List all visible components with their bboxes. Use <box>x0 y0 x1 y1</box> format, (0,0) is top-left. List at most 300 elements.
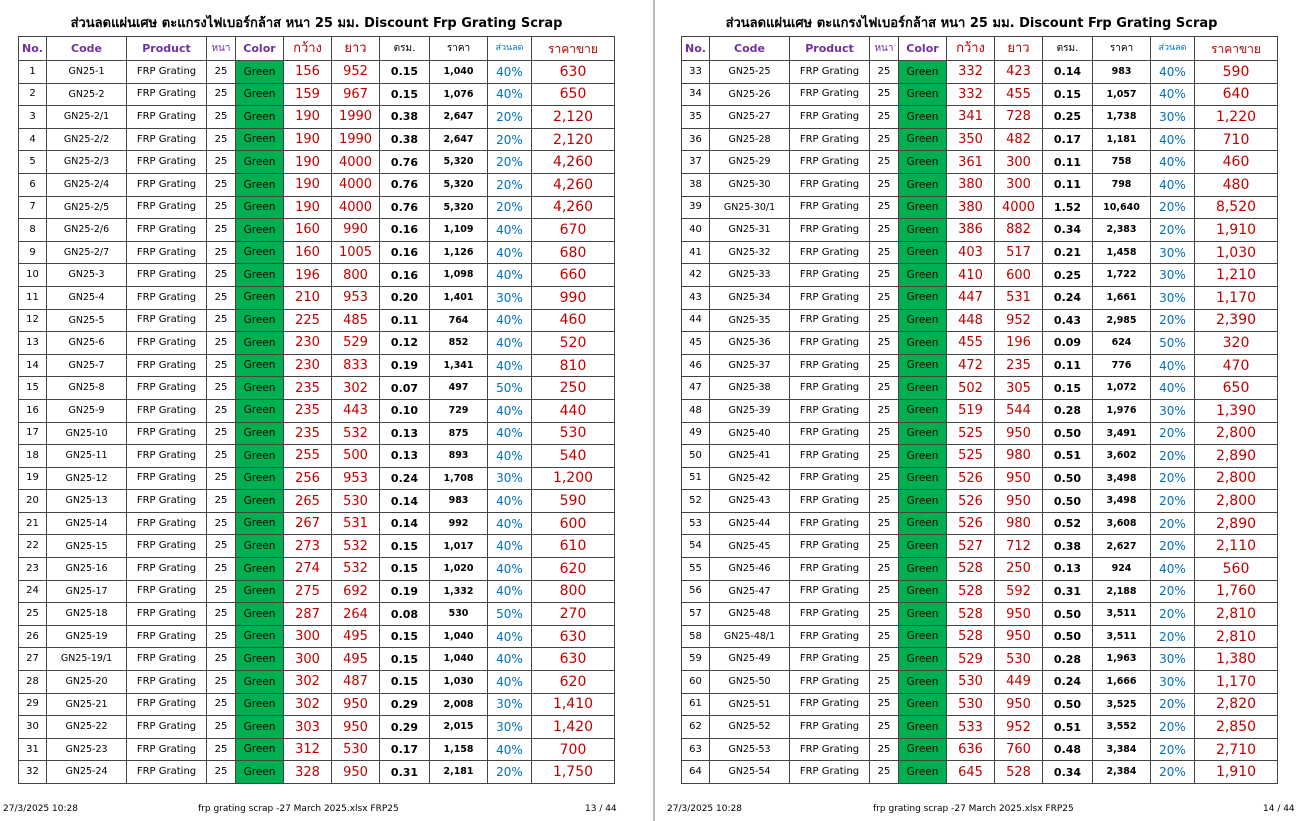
thickness-cell: 25 <box>207 558 236 581</box>
length-cell: 544 <box>995 399 1043 422</box>
area-cell: 0.51 <box>1043 445 1093 468</box>
width-cell: 196 <box>284 264 332 287</box>
product-cell: FRP Grating <box>790 761 870 784</box>
discount-cell: 20% <box>1151 761 1195 784</box>
code-cell: GN25-31 <box>710 219 790 242</box>
width-cell: 300 <box>284 648 332 671</box>
col-header-thickness: หนา <box>207 37 236 61</box>
price-cell: 1,976 <box>1093 399 1151 422</box>
discount-cell: 40% <box>1151 83 1195 106</box>
price-cell: 1,661 <box>1093 286 1151 309</box>
price-cell: 1,341 <box>430 354 488 377</box>
col-header-discount: ส่วนลด <box>1151 37 1195 61</box>
thickness-cell: 25 <box>870 354 899 377</box>
code-cell: GN25-25 <box>710 61 790 84</box>
thickness-cell: 25 <box>870 490 899 513</box>
product-cell: FRP Grating <box>127 83 207 106</box>
thickness-cell: 25 <box>870 83 899 106</box>
length-cell: 530 <box>332 738 380 761</box>
table-row <box>19 196 615 219</box>
product-cell: FRP Grating <box>790 445 870 468</box>
color-cell: Green <box>236 558 284 581</box>
area-cell: 0.28 <box>1043 648 1093 671</box>
width-cell: 525 <box>947 445 995 468</box>
thickness-cell: 25 <box>870 558 899 581</box>
table-row <box>19 490 615 513</box>
price-cell: 3,511 <box>1093 603 1151 626</box>
row-number-cell: 13 <box>19 332 47 355</box>
area-cell: 0.31 <box>380 761 430 784</box>
length-cell: 950 <box>332 761 380 784</box>
width-cell: 230 <box>284 332 332 355</box>
table-row <box>682 377 1278 400</box>
color-cell: Green <box>236 399 284 422</box>
sale-price-cell: 520 <box>532 332 615 355</box>
area-cell: 0.11 <box>1043 173 1093 196</box>
table-row <box>682 625 1278 648</box>
price-cell: 1,072 <box>1093 377 1151 400</box>
discount-cell: 50% <box>1151 332 1195 355</box>
sale-price-cell: 990 <box>532 286 615 309</box>
product-cell: FRP Grating <box>790 671 870 694</box>
thickness-cell: 25 <box>207 716 236 739</box>
width-cell: 303 <box>284 716 332 739</box>
color-cell: Green <box>236 61 284 84</box>
width-cell: 525 <box>947 422 995 445</box>
code-cell: GN25-39 <box>710 399 790 422</box>
code-cell: GN25-2/7 <box>47 241 127 264</box>
table-row <box>19 264 615 287</box>
discount-cell: 40% <box>488 535 532 558</box>
sale-price-cell: 460 <box>1195 151 1278 174</box>
thickness-cell: 25 <box>207 377 236 400</box>
width-cell: 255 <box>284 445 332 468</box>
length-cell: 950 <box>995 625 1043 648</box>
price-cell: 852 <box>430 332 488 355</box>
price-cell: 1,030 <box>430 671 488 694</box>
width-cell: 302 <box>284 671 332 694</box>
width-cell: 287 <box>284 603 332 626</box>
table-row <box>682 332 1278 355</box>
product-cell: FRP Grating <box>790 625 870 648</box>
table-row <box>682 422 1278 445</box>
row-number-cell: 57 <box>682 603 710 626</box>
price-cell: 992 <box>430 512 488 535</box>
table-row <box>19 83 615 106</box>
code-cell: GN25-38 <box>710 377 790 400</box>
table-row <box>19 286 615 309</box>
thickness-cell: 25 <box>207 648 236 671</box>
product-cell: FRP Grating <box>127 128 207 151</box>
sale-price-cell: 4,260 <box>532 173 615 196</box>
color-cell: Green <box>899 761 947 784</box>
discount-cell: 20% <box>1151 196 1195 219</box>
sale-price-cell: 2,820 <box>1195 693 1278 716</box>
table-row <box>19 716 615 739</box>
discount-cell: 40% <box>488 61 532 84</box>
discount-cell: 20% <box>1151 512 1195 535</box>
table-row <box>682 761 1278 784</box>
area-cell: 0.14 <box>380 490 430 513</box>
sale-price-cell: 1,210 <box>1195 264 1278 287</box>
col-header-length: ยาว <box>995 37 1043 61</box>
width-cell: 267 <box>284 512 332 535</box>
sale-price-cell: 1,420 <box>532 716 615 739</box>
thickness-cell: 25 <box>207 332 236 355</box>
product-cell: FRP Grating <box>127 61 207 84</box>
row-number-cell: 29 <box>19 693 47 716</box>
length-cell: 529 <box>332 332 380 355</box>
code-cell: GN25-20 <box>47 671 127 694</box>
price-cell: 1,040 <box>430 625 488 648</box>
price-cell: 1,020 <box>430 558 488 581</box>
table-row <box>682 264 1278 287</box>
color-cell: Green <box>236 286 284 309</box>
sale-price-cell: 2,800 <box>1195 490 1278 513</box>
price-cell: 1,017 <box>430 535 488 558</box>
color-cell: Green <box>236 106 284 129</box>
price-cell: 758 <box>1093 151 1151 174</box>
thickness-cell: 25 <box>207 671 236 694</box>
width-cell: 530 <box>947 671 995 694</box>
thickness-cell: 25 <box>207 128 236 151</box>
row-number-cell: 8 <box>19 219 47 242</box>
color-cell: Green <box>899 625 947 648</box>
product-cell: FRP Grating <box>127 490 207 513</box>
code-cell: GN25-45 <box>710 535 790 558</box>
area-cell: 0.07 <box>380 377 430 400</box>
length-cell: 305 <box>995 377 1043 400</box>
sale-price-cell: 1,220 <box>1195 106 1278 129</box>
row-number-cell: 63 <box>682 738 710 761</box>
length-cell: 950 <box>332 716 380 739</box>
table-row <box>19 106 615 129</box>
discount-cell: 40% <box>1151 558 1195 581</box>
sale-price-cell: 620 <box>532 558 615 581</box>
length-cell: 1990 <box>332 106 380 129</box>
table-row <box>682 61 1278 84</box>
price-cell: 3,384 <box>1093 738 1151 761</box>
length-cell: 950 <box>995 603 1043 626</box>
thickness-cell: 25 <box>207 241 236 264</box>
color-cell: Green <box>899 512 947 535</box>
area-cell: 0.50 <box>1043 603 1093 626</box>
table-row <box>19 173 615 196</box>
code-cell: GN25-12 <box>47 467 127 490</box>
product-cell: FRP Grating <box>790 354 870 377</box>
sale-price-cell: 470 <box>1195 354 1278 377</box>
area-cell: 0.13 <box>380 445 430 468</box>
color-cell: Green <box>899 354 947 377</box>
table-row <box>19 761 615 784</box>
sale-price-cell: 610 <box>532 535 615 558</box>
discount-cell: 20% <box>1151 716 1195 739</box>
row-number-cell: 52 <box>682 490 710 513</box>
product-cell: FRP Grating <box>790 128 870 151</box>
row-number-cell: 32 <box>19 761 47 784</box>
sale-price-cell: 710 <box>1195 128 1278 151</box>
code-cell: GN25-26 <box>710 83 790 106</box>
col-header-price: ราคา <box>430 37 488 61</box>
col-header-product: Product <box>127 37 207 61</box>
length-cell: 300 <box>995 173 1043 196</box>
product-cell: FRP Grating <box>790 151 870 174</box>
row-number-cell: 36 <box>682 128 710 151</box>
code-cell: GN25-6 <box>47 332 127 355</box>
col-header-width: กว้าง <box>284 37 332 61</box>
row-number-cell: 61 <box>682 693 710 716</box>
row-number-cell: 9 <box>19 241 47 264</box>
width-cell: 526 <box>947 467 995 490</box>
sheet-title: ส่วนลดแผ่นเศษ ตะแกรงไฟเบอร์กล้าส หนา 25 มม. Discount Frp Grating Scrap <box>725 16 1218 31</box>
sale-price-cell: 540 <box>532 445 615 468</box>
table-row <box>19 151 615 174</box>
width-cell: 528 <box>947 625 995 648</box>
color-cell: Green <box>236 377 284 400</box>
table-row <box>682 286 1278 309</box>
discount-cell: 20% <box>1151 535 1195 558</box>
footer-page-number: 13 / 44 <box>585 804 617 814</box>
product-cell: FRP Grating <box>127 716 207 739</box>
thickness-cell: 25 <box>207 580 236 603</box>
width-cell: 190 <box>284 128 332 151</box>
thickness-cell: 25 <box>207 467 236 490</box>
length-cell: 487 <box>332 671 380 694</box>
discount-cell: 40% <box>488 445 532 468</box>
area-cell: 0.48 <box>1043 738 1093 761</box>
price-cell: 2,647 <box>430 128 488 151</box>
code-cell: GN25-27 <box>710 106 790 129</box>
length-cell: 532 <box>332 535 380 558</box>
thickness-cell: 25 <box>870 128 899 151</box>
code-cell: GN25-3 <box>47 264 127 287</box>
price-cell: 3,498 <box>1093 467 1151 490</box>
sale-price-cell: 1,200 <box>532 467 615 490</box>
width-cell: 350 <box>947 128 995 151</box>
table-row <box>19 671 615 694</box>
color-cell: Green <box>899 693 947 716</box>
area-cell: 0.17 <box>1043 128 1093 151</box>
code-cell: GN25-43 <box>710 490 790 513</box>
width-cell: 225 <box>284 309 332 332</box>
length-cell: 517 <box>995 241 1043 264</box>
thickness-cell: 25 <box>870 422 899 445</box>
sale-price-cell: 800 <box>532 580 615 603</box>
product-cell: FRP Grating <box>790 264 870 287</box>
col-header-code: Code <box>710 37 790 61</box>
area-cell: 0.15 <box>1043 83 1093 106</box>
row-number-cell: 15 <box>19 377 47 400</box>
product-cell: FRP Grating <box>127 512 207 535</box>
code-cell: GN25-18 <box>47 603 127 626</box>
code-cell: GN25-7 <box>47 354 127 377</box>
table-body <box>682 61 1278 784</box>
length-cell: 1990 <box>332 128 380 151</box>
width-cell: 526 <box>947 512 995 535</box>
price-cell: 3,511 <box>1093 625 1151 648</box>
price-cell: 3,608 <box>1093 512 1151 535</box>
discount-cell: 40% <box>488 219 532 242</box>
discount-cell: 20% <box>1151 738 1195 761</box>
row-number-cell: 23 <box>19 558 47 581</box>
table-row <box>19 422 615 445</box>
discount-cell: 30% <box>488 286 532 309</box>
sale-price-cell: 2,120 <box>532 128 615 151</box>
price-cell: 5,320 <box>430 151 488 174</box>
area-cell: 0.13 <box>1043 558 1093 581</box>
code-cell: GN25-10 <box>47 422 127 445</box>
product-cell: FRP Grating <box>127 354 207 377</box>
length-cell: 495 <box>332 648 380 671</box>
table-row <box>19 648 615 671</box>
table-row <box>19 535 615 558</box>
row-number-cell: 10 <box>19 264 47 287</box>
code-cell: GN25-16 <box>47 558 127 581</box>
width-cell: 533 <box>947 716 995 739</box>
product-cell: FRP Grating <box>127 761 207 784</box>
row-number-cell: 28 <box>19 671 47 694</box>
area-cell: 0.50 <box>1043 693 1093 716</box>
code-cell: GN25-32 <box>710 241 790 264</box>
code-cell: GN25-30 <box>710 173 790 196</box>
discount-cell: 40% <box>488 354 532 377</box>
price-cell: 983 <box>1093 61 1151 84</box>
product-cell: FRP Grating <box>790 558 870 581</box>
width-cell: 210 <box>284 286 332 309</box>
product-cell: FRP Grating <box>127 648 207 671</box>
discount-cell: 40% <box>488 738 532 761</box>
length-cell: 449 <box>995 671 1043 694</box>
width-cell: 447 <box>947 286 995 309</box>
discount-cell: 20% <box>1151 445 1195 468</box>
thickness-cell: 25 <box>870 625 899 648</box>
product-cell: FRP Grating <box>790 309 870 332</box>
length-cell: 950 <box>332 693 380 716</box>
color-cell: Green <box>899 196 947 219</box>
table-row <box>682 106 1278 129</box>
sale-price-cell: 250 <box>532 377 615 400</box>
color-cell: Green <box>236 671 284 694</box>
discount-cell: 30% <box>1151 399 1195 422</box>
code-cell: GN25-5 <box>47 309 127 332</box>
row-number-cell: 49 <box>682 422 710 445</box>
sale-price-cell: 1,170 <box>1195 286 1278 309</box>
thickness-cell: 25 <box>870 761 899 784</box>
thickness-cell: 25 <box>870 580 899 603</box>
length-cell: 952 <box>995 716 1043 739</box>
sale-price-cell: 1,030 <box>1195 241 1278 264</box>
footer-date: 27/3/2025 10:28 <box>3 804 78 814</box>
code-cell: GN25-40 <box>710 422 790 445</box>
thickness-cell: 25 <box>207 196 236 219</box>
thickness-cell: 25 <box>207 422 236 445</box>
code-cell: GN25-51 <box>710 693 790 716</box>
width-cell: 636 <box>947 738 995 761</box>
area-cell: 0.38 <box>1043 535 1093 558</box>
discount-cell: 40% <box>1151 128 1195 151</box>
sheet-page-14 <box>655 0 1308 821</box>
width-cell: 361 <box>947 151 995 174</box>
table-row <box>19 445 615 468</box>
thickness-cell: 25 <box>207 286 236 309</box>
table-row <box>682 603 1278 626</box>
color-cell: Green <box>899 83 947 106</box>
color-cell: Green <box>899 377 947 400</box>
table-row <box>682 399 1278 422</box>
code-cell: GN25-2 <box>47 83 127 106</box>
length-cell: 1005 <box>332 241 380 264</box>
price-cell: 1,332 <box>430 580 488 603</box>
col-header-width: กว้าง <box>947 37 995 61</box>
price-cell: 2,627 <box>1093 535 1151 558</box>
area-cell: 0.28 <box>1043 399 1093 422</box>
color-cell: Green <box>236 354 284 377</box>
area-cell: 0.25 <box>1043 264 1093 287</box>
thickness-cell: 25 <box>870 738 899 761</box>
thickness-cell: 25 <box>207 264 236 287</box>
discount-cell: 20% <box>488 761 532 784</box>
table-header-row <box>682 37 1278 61</box>
row-number-cell: 53 <box>682 512 710 535</box>
area-cell: 0.15 <box>1043 377 1093 400</box>
length-cell: 532 <box>332 558 380 581</box>
discount-cell: 30% <box>1151 286 1195 309</box>
sale-price-cell: 2,800 <box>1195 422 1278 445</box>
sale-price-cell: 1,910 <box>1195 219 1278 242</box>
row-number-cell: 18 <box>19 445 47 468</box>
code-cell: GN25-30/1 <box>710 196 790 219</box>
width-cell: 273 <box>284 535 332 558</box>
width-cell: 156 <box>284 61 332 84</box>
color-cell: Green <box>236 83 284 106</box>
discount-cell: 40% <box>488 648 532 671</box>
length-cell: 950 <box>995 422 1043 445</box>
length-cell: 712 <box>995 535 1043 558</box>
code-cell: GN25-19/1 <box>47 648 127 671</box>
price-cell: 776 <box>1093 354 1151 377</box>
area-cell: 0.51 <box>1043 716 1093 739</box>
code-cell: GN25-2/6 <box>47 219 127 242</box>
discount-cell: 40% <box>1151 354 1195 377</box>
thickness-cell: 25 <box>870 603 899 626</box>
width-cell: 448 <box>947 309 995 332</box>
table-row <box>19 354 615 377</box>
length-cell: 531 <box>995 286 1043 309</box>
sale-price-cell: 630 <box>532 625 615 648</box>
thickness-cell: 25 <box>870 693 899 716</box>
length-cell: 495 <box>332 625 380 648</box>
thickness-cell: 25 <box>207 535 236 558</box>
length-cell: 950 <box>995 693 1043 716</box>
length-cell: 952 <box>995 309 1043 332</box>
code-cell: GN25-23 <box>47 738 127 761</box>
area-cell: 0.19 <box>380 354 430 377</box>
area-cell: 0.09 <box>1043 332 1093 355</box>
product-cell: FRP Grating <box>127 558 207 581</box>
length-cell: 692 <box>332 580 380 603</box>
product-cell: FRP Grating <box>127 332 207 355</box>
price-cell: 1,738 <box>1093 106 1151 129</box>
table-row <box>682 83 1278 106</box>
area-cell: 0.34 <box>1043 219 1093 242</box>
thickness-cell: 25 <box>870 151 899 174</box>
color-cell: Green <box>236 603 284 626</box>
thickness-cell: 25 <box>207 399 236 422</box>
area-cell: 0.11 <box>380 309 430 332</box>
color-cell: Green <box>899 128 947 151</box>
width-cell: 645 <box>947 761 995 784</box>
length-cell: 4000 <box>332 173 380 196</box>
